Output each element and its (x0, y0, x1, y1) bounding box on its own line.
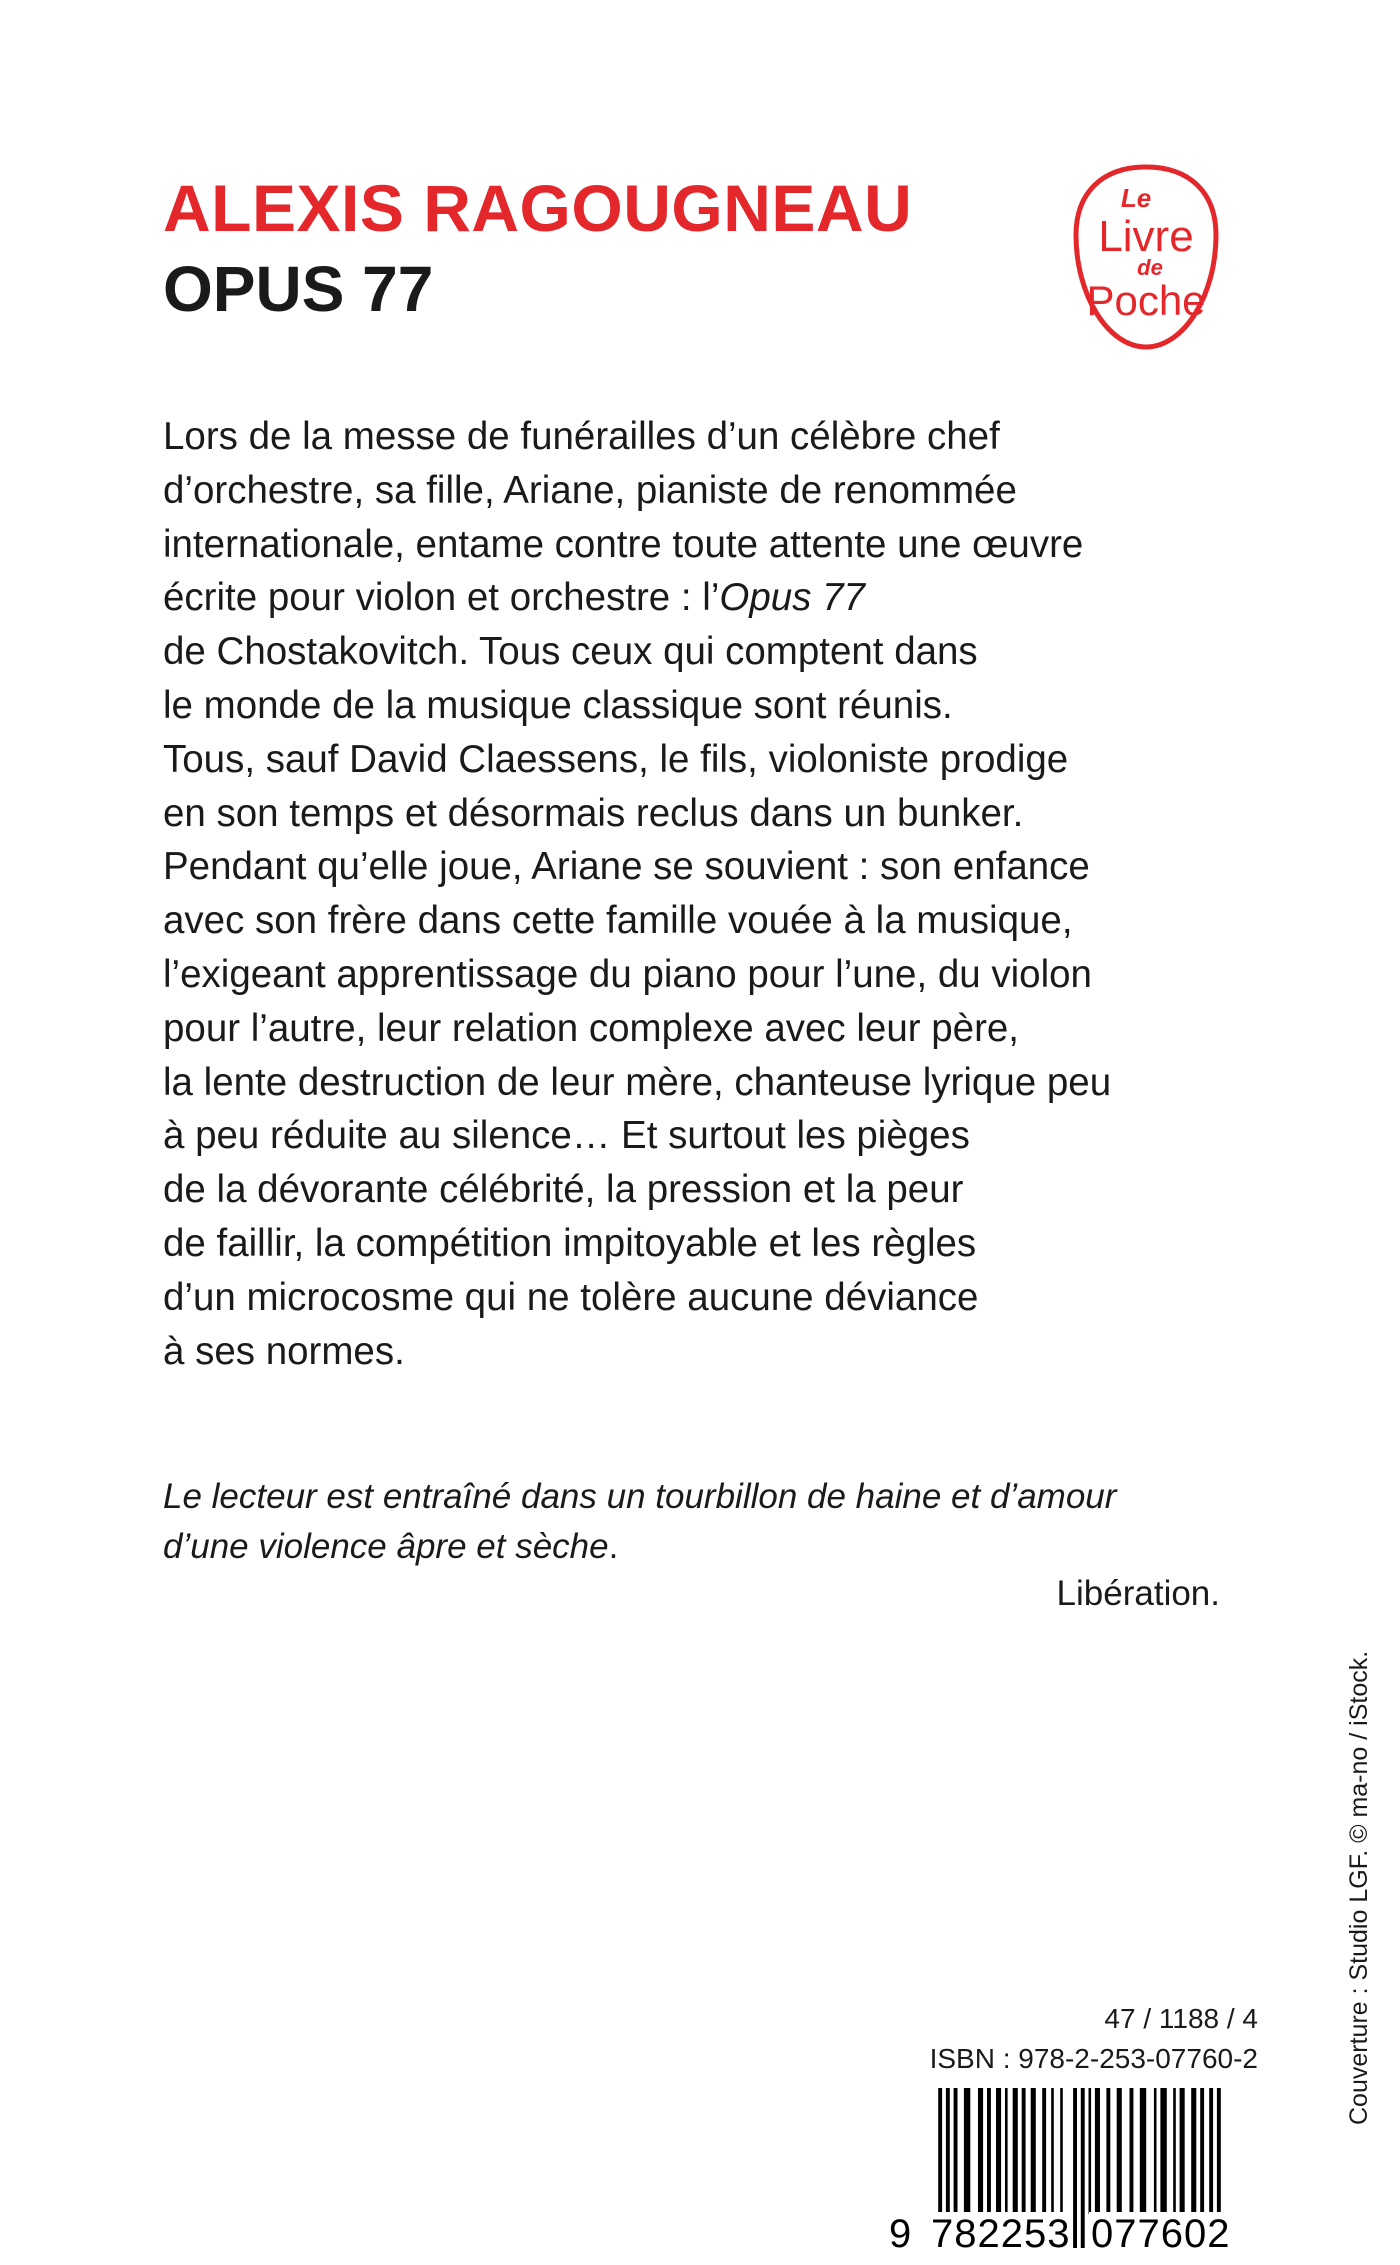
barcode-bar (954, 2088, 958, 2214)
quote-line (163, 1522, 1243, 1572)
synopsis-line: en son temps et désormais reclus dans un bunker. (163, 791, 1024, 835)
synopsis-line: à peu réduite au silence… Et surtout les pièges (163, 1114, 970, 1158)
synopsis-line (163, 571, 1243, 625)
logo-text-livre: Livre (1098, 212, 1194, 261)
barcode-bar (1117, 2088, 1122, 2214)
synopsis-line: de Chostakovitch. Tous ceux qui comptent dans (163, 630, 978, 674)
isbn: ISBN : 978-2-253-07760-2 (929, 2043, 1258, 2074)
le-livre-de-poche-logo-icon (1072, 163, 1220, 351)
synopsis (163, 410, 1243, 1378)
synopsis-line: d’orchestre, sa fille, Ariane, pianiste de renommée (163, 468, 1017, 512)
reference-code: 47 / 1188 / 4 (1104, 2003, 1258, 2034)
press-quote (163, 1472, 1243, 1572)
synopsis-line: avec son frère dans cette famille vouée à la musique, (163, 899, 1073, 943)
barcode-bar (978, 2088, 983, 2214)
barcode-bar (1005, 2088, 1008, 2214)
publisher-logo (1072, 163, 1220, 351)
synopsis-line: à ses normes. (163, 1329, 405, 1373)
synopsis-line: pour l’autre, leur relation complexe avec leur père, (163, 1006, 1020, 1050)
barcode-bar (1042, 2088, 1046, 2214)
barcode-guard-bar (1073, 2088, 1077, 2248)
barcode-group-right: 077602 (1091, 2212, 1231, 2256)
barcode-bar (1154, 2088, 1157, 2214)
barcode-bar (1173, 2088, 1176, 2214)
synopsis-text: écrite pour violon et orchestre : l’ (163, 576, 720, 620)
synopsis-line: de faillir, la compétition impitoyable et les règles (163, 1221, 977, 1265)
barcode-bar (1095, 2088, 1100, 2214)
barcode-bar (1106, 2088, 1110, 2214)
synopsis-line: internationale, entame contre toute attente une œuvre (163, 522, 1084, 566)
barcode-bar (1031, 2088, 1036, 2214)
synopsis-line: le monde de la musique classique sont réunis. (163, 683, 953, 727)
barcode-bar (1180, 2088, 1185, 2214)
synopsis-line: Lors de la messe de funérailles d’un célèbre chef (163, 415, 1000, 458)
barcode-bar (1191, 2088, 1196, 2214)
barcode-bar (1160, 2088, 1166, 2214)
author-name: ALEXIS RAGOUGNEAU (163, 171, 913, 245)
quote-line: Le lecteur est entraîné dans un tourbillon de haine et d’amour (163, 1477, 1117, 1516)
barcode-bar (1022, 2088, 1026, 2214)
barcode-group-left: 782253 (931, 2212, 1071, 2256)
barcode-bar (996, 2088, 1001, 2214)
synopsis-line: d’un microcosme qui ne tolère aucune déviance (163, 1275, 979, 1319)
quote-period: . (608, 1527, 619, 1566)
cover-credit: Couverture : Studio LGF. © ma-no / iStock. (1345, 1650, 1373, 2125)
barcode-bar (1013, 2088, 1018, 2214)
synopsis-line: de la dévorante célébrité, la pression et la peur (163, 1168, 964, 1212)
barcode-bar (1130, 2088, 1134, 2214)
logo-text-le: Le (1120, 183, 1152, 213)
synopsis-work-title: Opus 77 (719, 576, 865, 620)
barcode-bar (1140, 2088, 1146, 2214)
logo-text-poche: Poche (1086, 277, 1206, 324)
barcode-bar (1051, 2088, 1054, 2214)
synopsis-line: la lente destruction de leur mère, chanteuse lyrique peu (163, 1060, 1112, 1104)
book-title: OPUS 77 (163, 253, 434, 325)
synopsis-line: Tous, sauf David Claessens, le fils, violoniste prodige (163, 737, 1069, 781)
barcode-bar (964, 2088, 970, 2214)
barcode-bar (1089, 2088, 1092, 2214)
quote-source: Libération. (1056, 1574, 1220, 1613)
barcode-lead-digit: 9 (889, 2212, 912, 2256)
barcode-bar (1060, 2088, 1063, 2214)
synopsis-line: l’exigeant apprentissage du piano pour l’une, du violon (163, 952, 1092, 996)
barcode-bar (987, 2088, 991, 2214)
barcode-guard-bar (1081, 2088, 1085, 2248)
logo-text-de: de (1137, 255, 1163, 280)
quote-text: d’une violence âpre et sèche (163, 1527, 609, 1566)
barcode-bar (1200, 2088, 1204, 2214)
synopsis-line: Pendant qu’elle joue, Ariane se souvient : son enfance (163, 845, 1090, 889)
